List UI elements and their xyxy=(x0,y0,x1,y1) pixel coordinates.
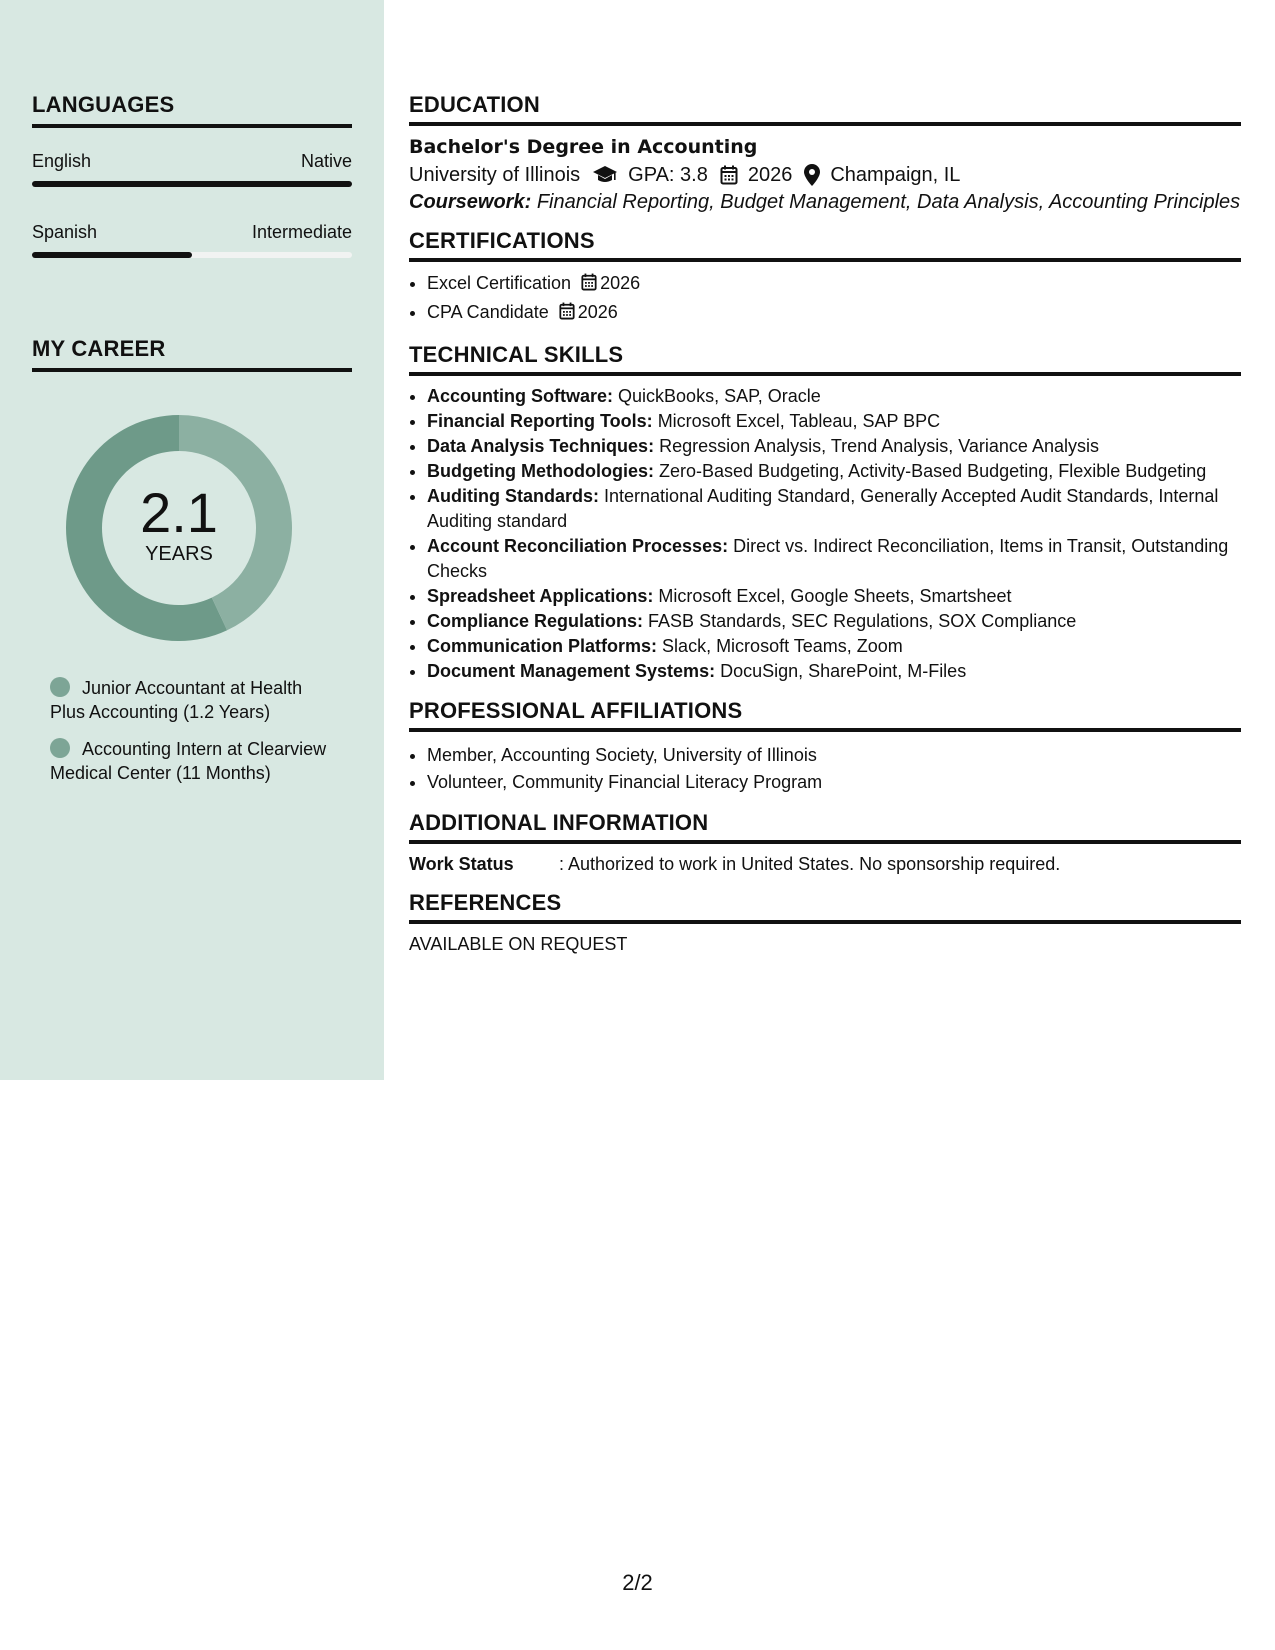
language-row xyxy=(32,221,352,243)
skill-values: FASB Standards, SEC Regulations, SOX Compliance xyxy=(648,611,1077,631)
certification-name: CPA Candidate xyxy=(427,302,549,322)
career-list xyxy=(50,676,330,798)
graduation-year: 2026 xyxy=(747,164,793,186)
language-name: English xyxy=(32,151,92,171)
certification-item xyxy=(427,270,1241,299)
skill-values: International Auditing Standard, Generally Accepted Audit Standards, Internal Auditing standard xyxy=(427,486,1219,531)
skill-item xyxy=(427,409,1241,434)
skill-values: Zero-Based Budgeting, Activity-Based Budgeting, Flexible Budgeting xyxy=(658,461,1207,481)
sidebar xyxy=(0,0,384,1080)
skill-item xyxy=(427,484,1241,534)
graduation-cap-icon xyxy=(592,165,618,185)
language-level-bar xyxy=(32,252,352,258)
career-item xyxy=(50,676,330,724)
career-title: MY CAREER xyxy=(32,336,352,372)
language-level: Native xyxy=(300,151,352,171)
skills-section xyxy=(409,342,1241,684)
skill-category: Document Management Systems: xyxy=(427,661,716,681)
language-level: Intermediate xyxy=(251,222,352,242)
skill-item xyxy=(427,634,1241,659)
gpa-value: GPA: 3.8 xyxy=(628,164,708,186)
languages-section xyxy=(32,92,352,258)
work-status-value: : Authorized to work in United States. No sponsorship required. xyxy=(559,854,1061,874)
skill-item xyxy=(427,609,1241,634)
skill-item xyxy=(427,459,1241,484)
additional-info-section xyxy=(409,810,1241,876)
skill-values: Direct vs. Indirect Reconciliation, Items in Transit, Outstanding Checks xyxy=(427,536,1229,581)
page-number: 2/2 xyxy=(622,1570,653,1595)
calendar-icon xyxy=(720,165,738,185)
skill-item xyxy=(427,534,1241,584)
career-total-years: 2.1 xyxy=(140,481,218,544)
skill-values: Slack, Microsoft Teams, Zoom xyxy=(662,636,903,656)
languages-title: LANGUAGES xyxy=(32,92,352,128)
coursework-list: Financial Reporting, Budget Management, Data Analysis, Accounting Principles xyxy=(536,191,1241,213)
references-text: AVAILABLE ON REQUEST xyxy=(409,934,628,954)
work-status-row xyxy=(409,852,1241,876)
career-item-text: Junior Accountant at Health Plus Accounting (1.2 Years) xyxy=(50,678,303,722)
career-total-unit: YEARS xyxy=(145,543,213,565)
career-donut-center xyxy=(66,415,292,641)
skill-category: Compliance Regulations: xyxy=(427,611,644,631)
coursework xyxy=(409,190,1241,214)
skill-category: Communication Platforms: xyxy=(427,636,658,656)
skill-item xyxy=(427,384,1241,409)
career-item-text: Accounting Intern at Clearview Medical Center (11 Months) xyxy=(50,739,327,783)
certification-item xyxy=(427,299,1241,328)
career-donut-chart xyxy=(66,415,292,641)
language-level-fill xyxy=(32,252,192,258)
skill-values: Regression Analysis, Trend Analysis, Variance Analysis xyxy=(659,436,1099,456)
references-title: REFERENCES xyxy=(409,890,1241,924)
location-pin-icon xyxy=(804,164,820,186)
affiliation-item: • Member, Accounting Society, University of Illinois xyxy=(427,742,1241,769)
skill-item xyxy=(427,434,1241,459)
calendar-icon xyxy=(581,272,597,299)
affiliations-list xyxy=(409,742,1241,796)
skill-category: Account Reconciliation Processes: xyxy=(427,536,729,556)
skill-item xyxy=(427,584,1241,609)
career-section xyxy=(32,336,352,372)
education-title: EDUCATION xyxy=(409,92,1241,126)
skill-category: Budgeting Methodologies: xyxy=(427,461,654,481)
languages-list xyxy=(32,150,352,258)
certification-year: 2026 xyxy=(577,302,618,322)
skill-category: Data Analysis Techniques: xyxy=(427,436,655,456)
education-section xyxy=(409,92,1241,214)
skill-category: Accounting Software: xyxy=(427,386,614,406)
skill-item xyxy=(427,659,1241,684)
school-location: Champaign, IL xyxy=(830,164,961,186)
language-row xyxy=(32,150,352,172)
certifications-title: CERTIFICATIONS xyxy=(409,228,1241,262)
skill-values: QuickBooks, SAP, Oracle xyxy=(618,386,821,406)
skills-title: TECHNICAL SKILLS xyxy=(409,342,1241,376)
career-bullet-dot xyxy=(50,677,70,697)
skill-values: Microsoft Excel, Google Sheets, Smartsheet xyxy=(658,586,1012,606)
skill-category: Financial Reporting Tools: xyxy=(427,411,653,431)
affiliations-section xyxy=(409,698,1241,796)
language-level-fill xyxy=(32,181,352,187)
certifications-list xyxy=(409,270,1241,328)
skill-values: Microsoft Excel, Tableau, SAP BPC xyxy=(657,411,941,431)
certifications-section xyxy=(409,228,1241,328)
language-level-bar xyxy=(32,181,352,187)
main-content xyxy=(409,92,1241,969)
certification-year: 2026 xyxy=(600,273,641,293)
education-details xyxy=(409,160,1241,190)
school-name: University of Illinois xyxy=(409,164,581,186)
career-item xyxy=(50,737,330,785)
skills-list xyxy=(409,384,1241,684)
affiliations-title: PROFESSIONAL AFFILIATIONS xyxy=(409,698,1241,732)
coursework-label: Coursework: xyxy=(409,191,532,213)
additional-info-title: ADDITIONAL INFORMATION xyxy=(409,810,1241,844)
skill-values: DocuSign, SharePoint, M-Files xyxy=(720,661,967,681)
affiliation-item: • Volunteer, Community Financial Literacy Program xyxy=(427,769,1241,796)
degree-title: Bachelor's Degree in Accounting xyxy=(409,136,758,158)
skill-category: Auditing Standards: xyxy=(427,486,599,506)
career-bullet-dot xyxy=(50,738,70,758)
work-status-label: Work Status xyxy=(409,854,514,874)
skill-category: Spreadsheet Applications: xyxy=(427,586,654,606)
language-name: Spanish xyxy=(32,222,98,242)
calendar-icon xyxy=(559,301,575,328)
references-section xyxy=(409,890,1241,955)
certification-name: Excel Certification xyxy=(427,273,572,293)
